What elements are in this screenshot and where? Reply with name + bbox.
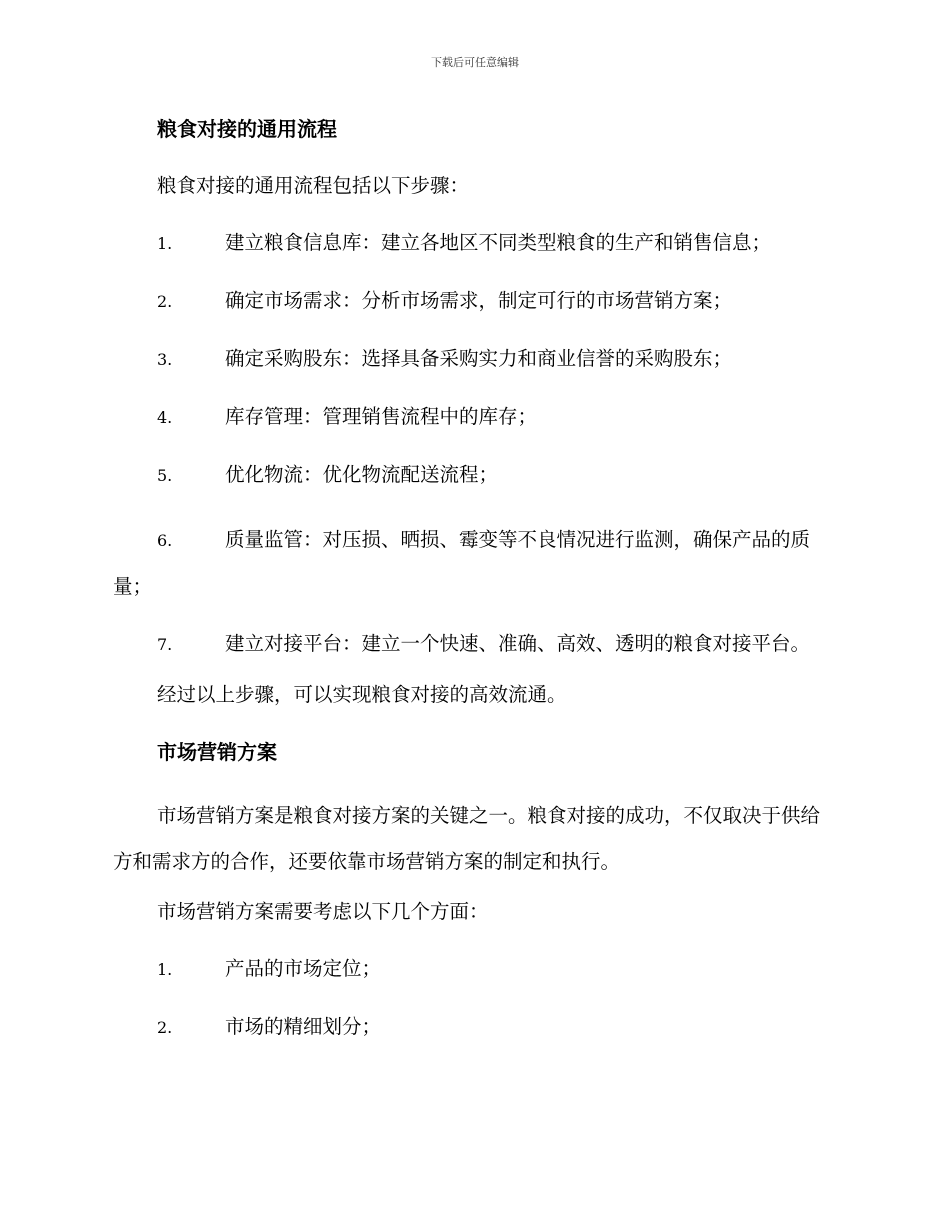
- section-heading-marketing: 市场营销方案: [157, 740, 277, 764]
- list-item: 6. 质量监管：对压损、晒损、霉变等不良情况进行监测，确保产品的质量；: [113, 528, 811, 598]
- header-note: 下载后可任意编辑: [431, 56, 519, 69]
- list-item: 1. 建立粮食信息库：建立各地区不同类型粮食的生产和销售信息；: [157, 231, 772, 254]
- list-item: 3. 确定采购股东：选择具备采购实力和商业信誉的采购股东；: [157, 347, 733, 370]
- section-heading-process: 粮食对接的通用流程: [157, 117, 337, 141]
- list-item: 5. 优化物流：优化物流配送流程；: [157, 463, 499, 486]
- process-conclusion: 经过以上步骤，可以实现粮食对接的高效流通。: [157, 683, 567, 706]
- process-intro: 粮食对接的通用流程包括以下步骤：: [157, 174, 470, 197]
- marketing-paragraph: 市场营销方案是粮食对接方案的关键之一。粮食对接的成功，不仅取决于供给方和需求方的合作，还要依靠市场营销方案的制定和执行。: [113, 804, 821, 873]
- document-body: [113, 113, 838, 1069]
- list-item: 1. 产品的市场定位；: [157, 957, 382, 980]
- list-item: 4. 库存管理：管理销售流程中的库存；: [157, 405, 538, 428]
- list-item: 2. 市场的精细划分；: [157, 1015, 382, 1038]
- list-item: 2. 确定市场需求：分析市场需求，制定可行的市场营销方案；: [157, 289, 733, 312]
- marketing-intro: 市场营销方案需要考虑以下几个方面：: [157, 900, 489, 923]
- list-item: 7. 建立对接平台：建立一个快速、准确、高效、透明的粮食对接平台。: [157, 632, 811, 655]
